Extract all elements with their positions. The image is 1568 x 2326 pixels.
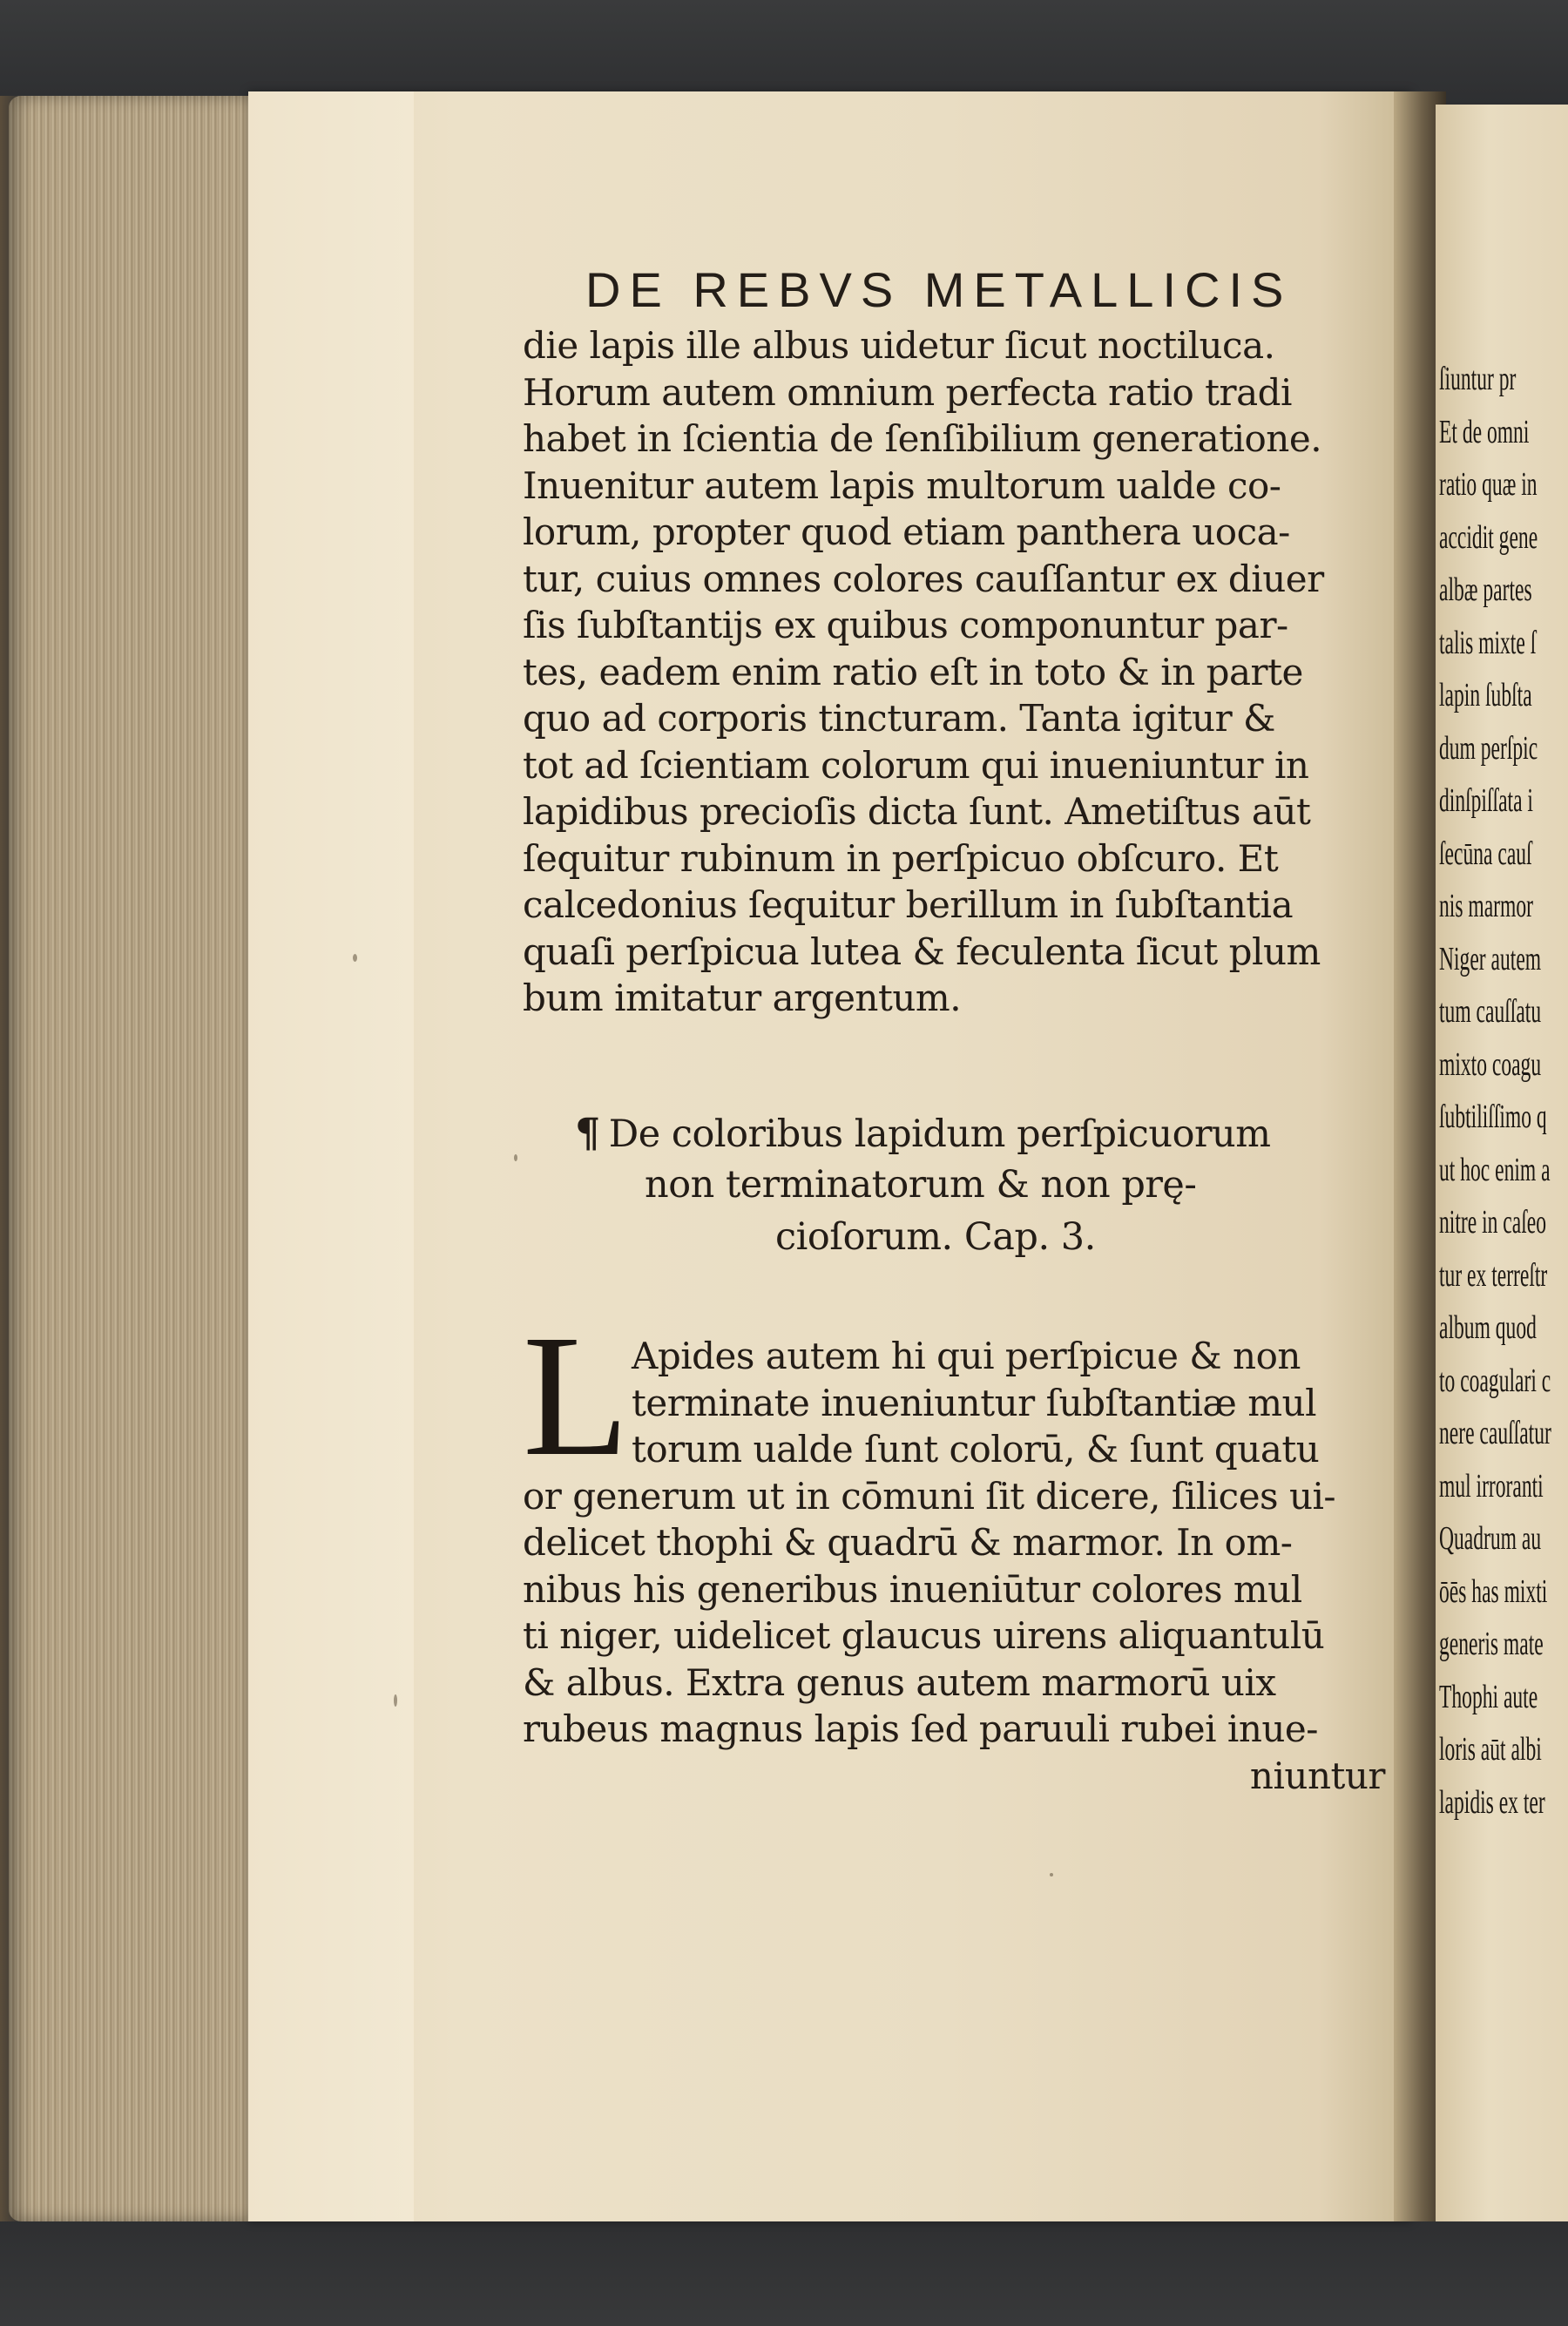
facing-page-line: Niger autem (1439, 940, 1542, 977)
text-line: torum ualde ſunt colorū, & ſunt quatu (632, 1428, 1320, 1471)
facing-page-line: ſiuntur pr (1439, 361, 1517, 397)
facing-page-line: tum cauſſatu (1439, 993, 1542, 1030)
facing-page-line: loris aūt albi (1439, 1731, 1542, 1768)
heading-line-2: non terminatorum & non prę‑ (645, 1163, 1197, 1207)
facing-page-line: albæ partes (1439, 571, 1532, 608)
text-line: Apides autem hi qui perſpicue & non (632, 1335, 1301, 1377)
facing-page-line: ſubtiliſſimo q (1439, 1099, 1547, 1135)
paragraph-2 (523, 1333, 1402, 1799)
catchword: niuntur (1249, 1754, 1385, 1797)
paragraph-1 (523, 322, 1402, 1022)
facing-page-line: nere cauſſatur (1439, 1415, 1551, 1451)
text-line: nibus his generibus inueniūtur colores mul (523, 1567, 1302, 1611)
text-line: Horum autem omnium perfecta ratio tradi (523, 370, 1292, 414)
running-head: DE REBVS METALLICIS (585, 262, 1293, 317)
facing-page-line: nitre in caſeo (1439, 1204, 1546, 1241)
facing-page-fragment (1436, 105, 1568, 2221)
text-line: ſequitur rubinum in perſpicuo obſcuro. Et (523, 836, 1279, 880)
facing-page-line: lapidis ex ter (1439, 1783, 1545, 1821)
text-line: ti niger, uidelicet glaucus uirens aliquantulū (523, 1614, 1325, 1657)
text-line: lorum, propter quod etiam panthera uoca‑ (523, 511, 1290, 553)
paper-speck (1050, 1873, 1053, 1876)
text-line: lapidibus precioſis dicta ſunt. Ametiſtus aūt (523, 790, 1311, 833)
scan-background-bottom (0, 2217, 1568, 2326)
paper-speck (353, 954, 357, 962)
text-line: or generum ut in cōmuni ſit dicere, ſilices ui‑ (523, 1474, 1336, 1518)
drop-cap-initial: L (523, 1300, 630, 1492)
text-line: tes, eadem enim ratio eſt in toto & in parte (523, 650, 1303, 693)
text-line: delicet thophi & quadrū & marmor. In om‑ (523, 1521, 1293, 1564)
facing-page-line: Et de omni (1439, 413, 1530, 450)
paper-speck (394, 1694, 397, 1707)
facing-page-line: talis mixte ſ (1439, 624, 1537, 661)
facing-page-line: nis marmor (1439, 888, 1533, 924)
chapter-heading (540, 1106, 1394, 1263)
heading-line-3: cioſorum. Cap. 3. (775, 1215, 1096, 1259)
facing-page-line: mixto coagu (1439, 1045, 1542, 1083)
facing-page-line: Quadrum au (1439, 1520, 1542, 1557)
facing-page-line: ratio quæ in (1439, 466, 1538, 503)
facing-page-line: tur ex terreſtr (1439, 1256, 1548, 1294)
facing-page-line: ſecūna cauſ (1439, 835, 1532, 872)
facing-page-line: album quod (1439, 1309, 1537, 1346)
facing-page-line: ōēs has mixti (1439, 1572, 1548, 1610)
scan-background-top (0, 0, 1568, 105)
facing-page-line: Thophi aute (1439, 1678, 1538, 1715)
facing-page-line: ut hoc enim a (1439, 1151, 1551, 1188)
text-line: quaſi perſpicua lutea & feculenta ſicut plum (523, 930, 1321, 973)
text-line: quo ad corporis tincturam. Tanta igitur & (523, 697, 1275, 740)
text-line: bum imitatur argentum. (523, 977, 962, 1019)
heading-line-1 (540, 1106, 1394, 1159)
facing-page-line: generis mate (1439, 1626, 1544, 1662)
text-line: tur, cuius omnes colores cauſſantur ex diuer (523, 557, 1324, 600)
facing-page-line: accidit gene (1439, 518, 1538, 556)
facing-page-line: to coagulari c (1439, 1362, 1551, 1399)
paper-speck (514, 1154, 517, 1161)
text-line: terminate inueniuntur ſubſtantiæ mul (632, 1381, 1317, 1424)
text-line: habet in ſcientia de ſenſibilium generatione. (523, 417, 1322, 460)
page-light-strip (248, 91, 414, 2221)
facing-page-lines (1439, 353, 1568, 1829)
text-line: die lapis ille albus uidetur ſicut noctiluca. (523, 324, 1275, 367)
text-line: Inuenitur autem lapis multorum ualde co‑ (523, 463, 1281, 507)
page-edges-stack (9, 96, 261, 2221)
text-line: rubeus magnus lapis ſed paruuli rubei inue‑ (523, 1707, 1318, 1750)
pilcrow-mark: ¶ (575, 1109, 600, 1156)
facing-page-line: dum perſpic (1439, 729, 1538, 767)
text-line: ſis ſubſtantijs ex quibus componuntur par‑ (523, 604, 1288, 646)
text-line: tot ad ſcientiam colorum qui inueniuntur in (523, 743, 1309, 787)
text-line: & albus. Extra genus autem marmorū uix (523, 1660, 1276, 1704)
text-line: calcedonius ſequitur berillum in ſubſtantia (523, 883, 1294, 926)
facing-page-line: lapin ſubſta (1439, 677, 1532, 713)
facing-page-line: dinſpiſſata i (1439, 782, 1533, 819)
facing-page-line: mul irroranti (1439, 1467, 1544, 1504)
heading-text-1: De coloribus lapidum perſpicuorum (608, 1112, 1271, 1156)
